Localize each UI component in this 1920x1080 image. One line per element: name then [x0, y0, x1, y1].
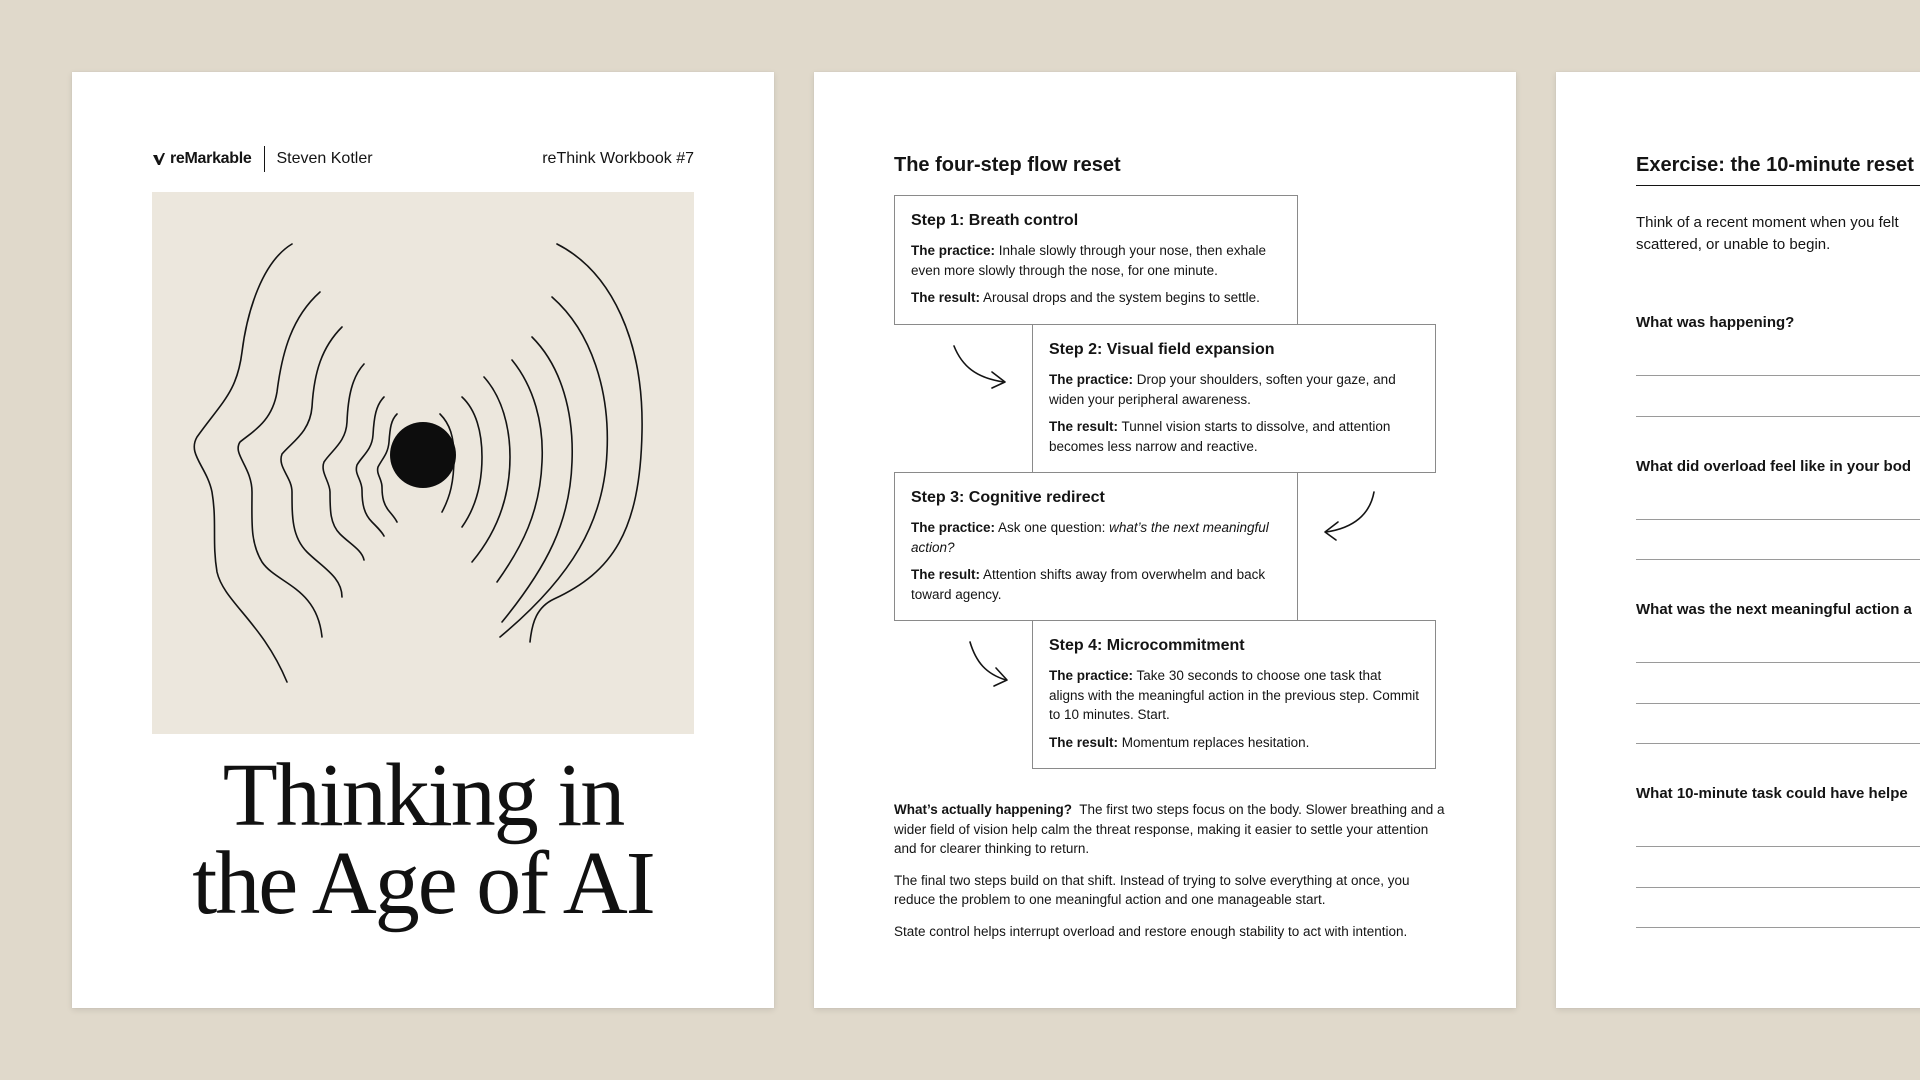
sound-waves-head-illustration [152, 192, 694, 734]
writing-line[interactable] [1636, 927, 1920, 928]
exercise-question: What did overload feel like in your bod [1636, 458, 1912, 475]
step-practice: The practice: Drop your shoulders, soften your gaze, and widen your peripheral awareness. [1049, 372, 1396, 407]
step-title: Step 3: Cognitive redirect [911, 489, 1105, 506]
writing-line[interactable] [1636, 375, 1920, 376]
writing-line[interactable] [1636, 519, 1920, 520]
flow-reset-page [814, 72, 1516, 1008]
step-title: Step 4: Microcommitment [1049, 637, 1245, 654]
writing-line[interactable] [1636, 662, 1920, 663]
step-practice: The practice: Ask one question: what’s the next meaningful action? [911, 520, 1269, 555]
cover-title-line1: Thinking in [222, 746, 624, 845]
exercise-title: Exercise: the 10-minute reset [1636, 154, 1920, 186]
exercise-page [1556, 72, 1920, 1008]
step-practice: The practice: Inhale slowly through your nose, then exhale even more slowly through the nose, for one minute. [911, 243, 1266, 278]
step-card-4 [1032, 620, 1436, 769]
exercise-question: What 10-minute task could have helpe [1636, 785, 1908, 802]
step-practice: The practice: Take 30 seconds to choose one task that aligns with the meaningful action in the previous step. Commit to 10 minutes. Start. [1049, 668, 1419, 722]
page-title: The four-step flow reset [894, 154, 1121, 176]
cover-page [72, 72, 774, 1008]
step-result: The result: Attention shifts away from overwhelm and back toward agency. [911, 567, 1266, 602]
writing-line[interactable] [1636, 887, 1920, 888]
black-dot [390, 422, 456, 488]
step-card-3 [894, 472, 1298, 621]
explanation-section [894, 800, 1454, 953]
step-title: Step 2: Visual field expansion [1049, 341, 1275, 358]
brand-logo [152, 150, 252, 168]
step-card-2 [1032, 324, 1436, 473]
workbook-number: reThink Workbook #7 [542, 150, 694, 167]
step-result: The result: Tunnel vision starts to dissolve, and attention becomes less narrow and reactive. [1049, 419, 1391, 454]
step-result: The result: Arousal drops and the system begins to settle. [911, 290, 1260, 305]
exercise-question: What was happening? [1636, 314, 1795, 331]
writing-line[interactable] [1636, 559, 1920, 560]
step-card-1 [894, 195, 1298, 325]
cover-illustration [152, 192, 694, 734]
exercise-question: What was the next meaningful action a [1636, 601, 1912, 618]
exercise-intro: Think of a recent moment when you felt scattered, or unable to begin. [1636, 214, 1899, 253]
curved-arrow-icon [966, 638, 1018, 690]
explanation-paragraph: The final two steps build on that shift. Instead of trying to solve everything at once, you reduce the problem to one meaningful action and one manageable start. [894, 872, 1410, 907]
cover-title-line2: the Age of AI [192, 834, 654, 933]
remarkable-logo-icon [152, 152, 166, 166]
step-title: Step 1: Breath control [911, 212, 1079, 229]
writing-line[interactable] [1636, 703, 1920, 704]
brand-name: reMarkable [170, 150, 252, 167]
writing-line[interactable] [1636, 743, 1920, 744]
cover-title [72, 746, 774, 933]
curved-arrow-icon [950, 342, 1012, 394]
writing-line[interactable] [1636, 846, 1920, 847]
step-result: The result: Momentum replaces hesitation. [1049, 734, 1310, 750]
explanation-paragraph: What’s actually happening? The first two steps focus on the body. Slower breathing and a wider field of vision help calm the threat response, making it easier to settle your attention and for clearer thinking to return. [894, 802, 1445, 856]
writing-line[interactable] [1636, 416, 1920, 417]
header-divider [264, 146, 265, 172]
cover-header [152, 144, 694, 174]
curved-arrow-icon [1314, 488, 1380, 544]
author-name: Steven Kotler [276, 150, 373, 167]
explanation-paragraph: State control helps interrupt overload and restore enough stability to act with intention. [894, 923, 1408, 939]
